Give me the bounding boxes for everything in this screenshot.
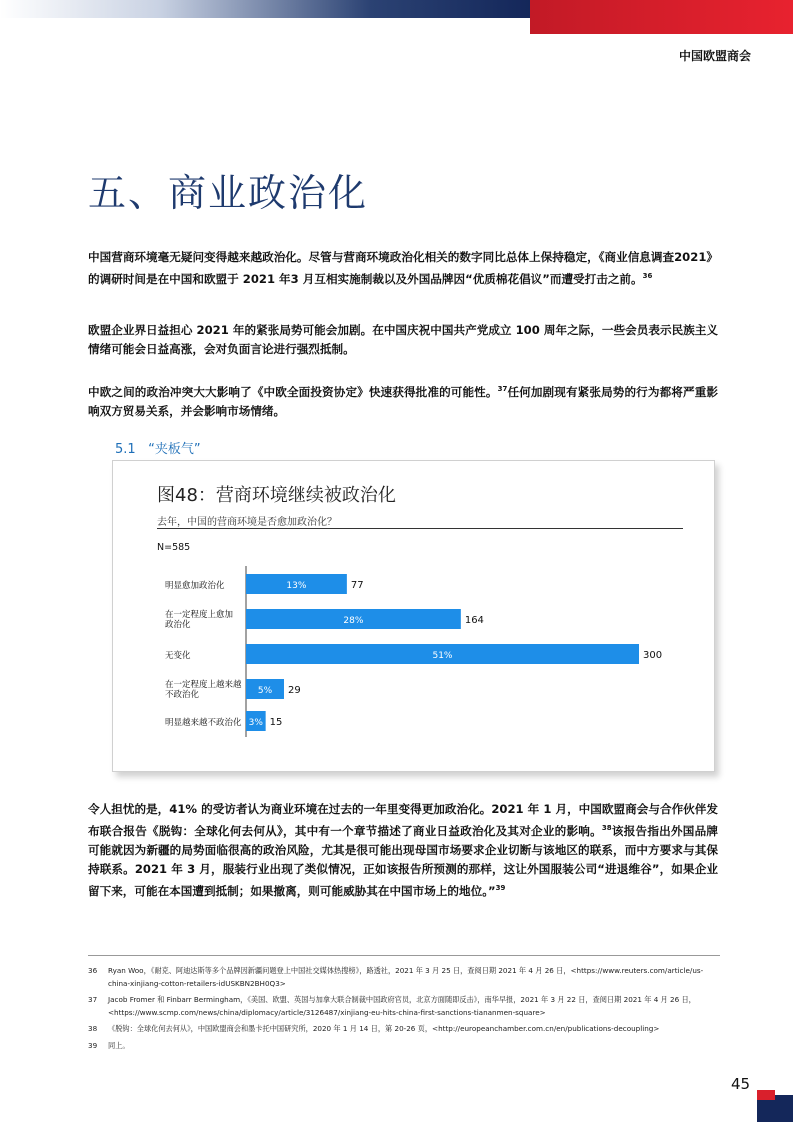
chart-subtitle: 去年，中国的营商环境是否愈加政治化？ (157, 517, 337, 528)
paragraph-4: 令人担忧的是，41% 的受访者认为商业环境在过去的一年里变得更加政治化。2021 年 1 月，中国欧盟商会与合作伙伴发布联合报告《脱钩：全球化何去何从》，其中有一个章节描述了商业日益政治化及其对企业的影响。$^{38}$该报告指出外国品牌可能就因为新疆的局势面临很高的政治风险，尤其是很可能出现母国市场要求企业切断与该地区的联系，而中方要求与其保持联系。2021 年 3 月，服装行业出现了类似情况，正如该报告所预测的那样，这让外国服装公司“进退维谷”，如果企业留下来，可能在本国遭到抵制；如果撤离，则可能威胁其在中国市场上的地位。”$^{39}$ (88, 802, 718, 898)
footnote-39: 39 同上。 (88, 1040, 130, 1050)
category-label-1-0: 在一定程度上愈加 (165, 610, 234, 620)
category-label-0-0: 明显愈加政治化 (165, 581, 225, 591)
header-red-bar (530, 0, 793, 34)
category-label-2-0: 无变化 (165, 651, 191, 661)
bar-percent-label-0: 13% (286, 581, 307, 591)
footnote-36: 36 Ryan Woo，《耐克、阿迪达斯等多个品牌因新疆问题登上中国社交媒体热搜榜》，路透社，2021 年 3 月 25 日，查阅日期 2021 年 4 月 26 日，<https://www.reuters.com/article/us- china-xinjiang-cotton-retailers-idUSKBN2BH0Q3> (88, 966, 704, 988)
paragraph-2: 欧盟企业界日益担心 2021 年的紧张局势可能会加剧。在中国庆祝中国共产党成立 100 周年之际，一些会员表示民族主义情绪可能会日益高涨，会对负面言论进行强烈抵制。 (88, 323, 718, 356)
bar-value-label-1: 164 (464, 615, 484, 626)
bar-percent-label-4: 3% (248, 718, 263, 728)
bar-percent-label-3: 5% (257, 686, 273, 696)
category-label-3-1: 不政治化 (165, 690, 200, 700)
footnote-divider (88, 955, 720, 956)
bar-value-label-2: 300 (643, 650, 663, 661)
subsection-heading: 5.1 “夹板气” (115, 442, 201, 457)
bar-chart (113, 461, 714, 771)
category-label-3-0: 在一定程度上越来越 (165, 680, 242, 690)
bar-value-label-3: 29 (287, 685, 301, 696)
bar-value-label-4: 15 (269, 717, 283, 728)
footer-red-block (757, 1090, 775, 1100)
page-number: 45 (731, 1075, 751, 1093)
org-name: 中国欧盟商会 (678, 49, 751, 63)
footnote-38: 38 《脱钩：全球化何去何从》，中国欧盟商会和墨卡托中国研究所，2020 年 1 月 14 日，第 20-26 页，<http://europeanchamber.com.cn/en/publications-decoupling> (88, 1024, 660, 1033)
bar-percent-label-1: 28% (343, 616, 364, 626)
header-gradient-bar (0, 0, 530, 18)
chart-sample-size: N=585 (157, 542, 191, 553)
category-label-4-0: 明显越来越不政治化 (165, 718, 242, 728)
paragraph-3: 中欧之间的政治冲突大大影响了《中欧全面投资协定》快速获得批准的可能性。$^{37}$任何加剧现有紧张局势的行为都将严重影响双方贸易关系，并会影响市场情绪。 (88, 384, 718, 418)
bar-percent-label-2: 51% (432, 651, 453, 661)
paragraph-1: 中国营商环境毫无疑问变得越来越政治化。尽管与营商环境政治化相关的数字同比总体上保持稳定，《商业信息调查2021》的调研时间是在中国和欧盟于 2021 年3 月互相实施制裁以及外国品牌因“优质棉花倡议”而遭受打击之前。$^{36}$ (88, 250, 718, 286)
chart-card (112, 460, 715, 772)
category-label-1-1: 政治化 (165, 620, 191, 630)
footnotes (88, 965, 728, 1056)
section-title: 五、商业政治化 (88, 171, 369, 215)
bar-value-label-0: 77 (350, 580, 364, 591)
chart-title: 图48：营商环境继续被政治化 (157, 485, 396, 506)
footnote-37: 37 Jacob Fromer 和 Finbarr Bermingham，《美国、欧盟、英国与加拿大联合制裁中国政府官员，北京方面随即反击》，南华早报，2021 年 3 月 22 日，查阅日期 2021 年 4 月 26 日， <https://www.scmp.com/news/china/diplomacy/article/3126487/xinjiang-eu-hits-china-first-sanctions-tiananmen-square> (88, 995, 696, 1017)
